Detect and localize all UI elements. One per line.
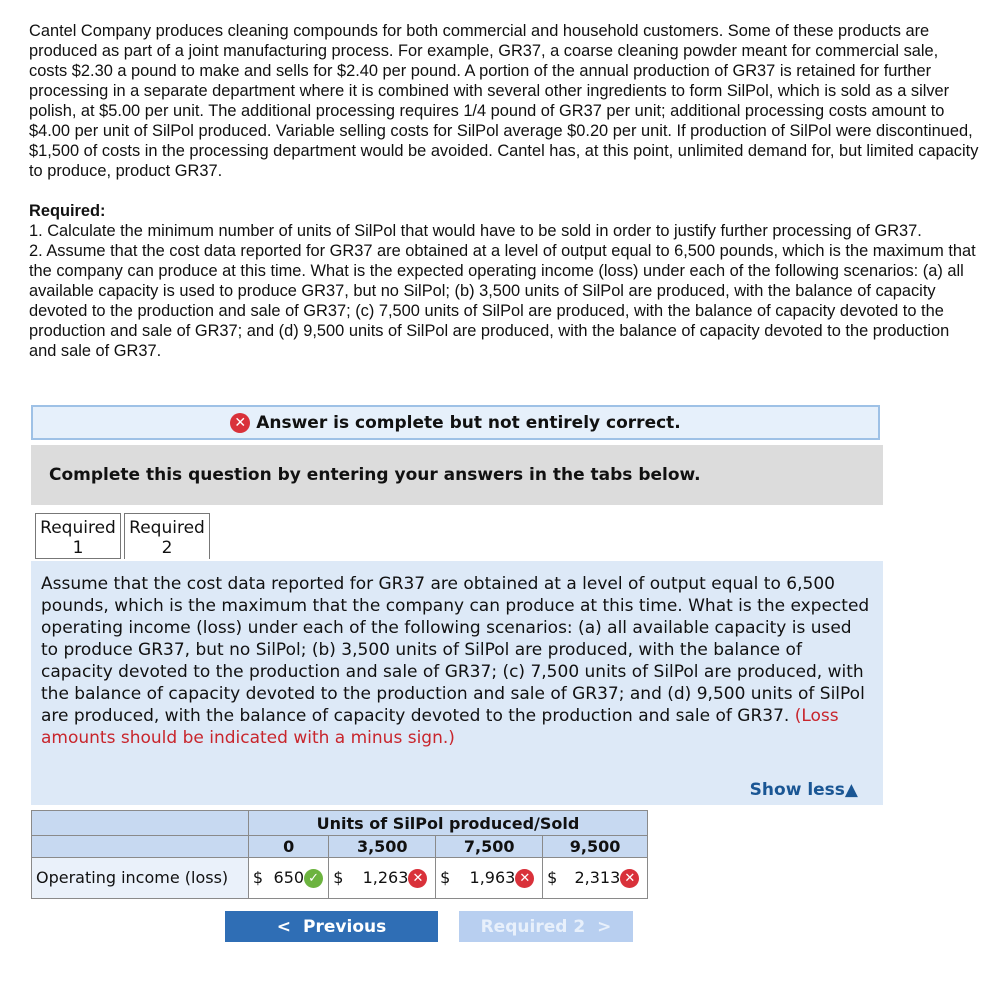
question-panel [31, 561, 883, 805]
check-icon: ✓ [304, 869, 323, 888]
column-header: 0 [249, 836, 329, 858]
answer-value: 1,963 [469, 868, 516, 887]
x-circle-icon: ✕ [230, 413, 250, 433]
chevron-left-icon: < [276, 916, 292, 937]
answer-value: 650 [273, 868, 305, 887]
requirement-1: 1. Calculate the minimum number of units of SilPol that would have to be sold in order to justify further processing of GR37. [29, 222, 922, 240]
tab-bar [35, 513, 210, 559]
x-circle-icon: ✕ [408, 869, 427, 888]
answer-status-text: Answer is complete but not entirely correct. [256, 412, 681, 433]
answer-cell[interactable] [249, 858, 329, 899]
question-note: (Loss amounts should be indicated with a minus sign.) [41, 706, 839, 748]
triangle-up-icon: ▲ [844, 780, 858, 800]
question-text: Assume that the cost data reported for GR37 are obtained at a level of output equal to 6,500 pounds, which is the maximum that the company can produce at this time. What is the expected operating income (loss) under each of the following scenarios: (a) all available capacity is used to produce GR37, but no SilPol; (b) 3,500 units of SilPol are produced, with the balance of capacity devoted to the production and sale of GR37; (c) 7,500 units of SilPol are produced, with the balance of capacity devoted to the production and sale of GR37; and (d) 9,500 units of SilPol are produced, with the balance of capacity devoted to the production and sale of GR37. [41, 574, 870, 726]
tab-required-1[interactable] [35, 513, 121, 559]
row-label: Operating income (loss) [32, 858, 249, 899]
answer-cell[interactable] [329, 858, 436, 899]
tab-label-line1: Required [40, 518, 116, 538]
column-header: 7,500 [436, 836, 543, 858]
show-less-label: Show less [749, 780, 845, 800]
group-header: Units of SilPol produced/Sold [249, 811, 648, 836]
tab-label-line1: Required [129, 518, 205, 538]
problem-paragraph: Cantel Company produces cleaning compounds for both commercial and household customers. Some of these products are produced as part of a joint manufacturing process. For example, GR37, a coarse cleaning powder meant for commercial sale, costs $2.30 a pound to make and sells for $2.40 per pound. A portion of the annual production of GR37 is retained for further processing in a separate department where it is combined with several other ingredients to form SilPol, which is sold as a silver polish, at $5.00 per unit. The additional processing requires 1/4 pound of GR37 per unit; additional processing costs amount to $4.00 per unit of SilPol produced. Variable selling costs for SilPol average $0.20 per unit. If production of SilPol were discontinued, $1,500 of costs in the processing department would be avoided. Cantel has, at this point, unlimited demand for, but limited capacity to produce, product GR37. [29, 22, 979, 180]
chevron-right-icon: > [597, 916, 612, 937]
column-header: 3,500 [329, 836, 436, 858]
show-less-link[interactable] [750, 779, 858, 801]
tab-required-2[interactable] [124, 513, 210, 559]
requirement-2: 2. Assume that the cost data reported for GR37 are obtained at a level of output equal to 6,500 pounds, which is the maximum that the company can produce at this time. What is the expected operating income (loss) under each of the following scenarios: (a) all available capacity is used to produce GR37, but no SilPol; (b) 3,500 units of SilPol are produced, with the balance of capacity devoted to the production and sale of GR37; (c) 7,500 units of SilPol are produced, with the balance of capacity devoted to the production and sale of GR37; and (d) 9,500 units of SilPol are produced, with the balance of capacity devoted to the production and sale of GR37. [29, 242, 976, 360]
required-heading: Required: [29, 202, 106, 220]
tab-label-line2: 1 [72, 538, 84, 558]
answer-value: 1,263 [362, 868, 409, 887]
table-corner [32, 811, 249, 836]
answer-status-banner [31, 405, 880, 440]
currency-sign: $ [252, 868, 264, 887]
x-circle-icon: ✕ [620, 869, 639, 888]
column-header: 9,500 [543, 836, 648, 858]
table-corner [32, 836, 249, 858]
next-button[interactable] [459, 911, 633, 942]
x-circle-icon: ✕ [515, 869, 534, 888]
answer-value: 2,313 [574, 868, 621, 887]
currency-sign: $ [333, 868, 344, 887]
instruction-bar [31, 445, 883, 505]
previous-button[interactable] [225, 911, 438, 942]
problem-statement [29, 21, 979, 361]
currency-sign: $ [440, 868, 451, 887]
instruction-text: Complete this question by entering your answers in the tabs below. [49, 465, 701, 485]
currency-sign: $ [547, 868, 558, 887]
previous-label: Previous [303, 916, 387, 937]
answer-cell[interactable] [543, 858, 648, 899]
answer-table [31, 810, 648, 899]
next-label: Required 2 [480, 916, 586, 937]
answer-cell[interactable] [436, 858, 543, 899]
tab-label-line2: 2 [161, 538, 173, 558]
